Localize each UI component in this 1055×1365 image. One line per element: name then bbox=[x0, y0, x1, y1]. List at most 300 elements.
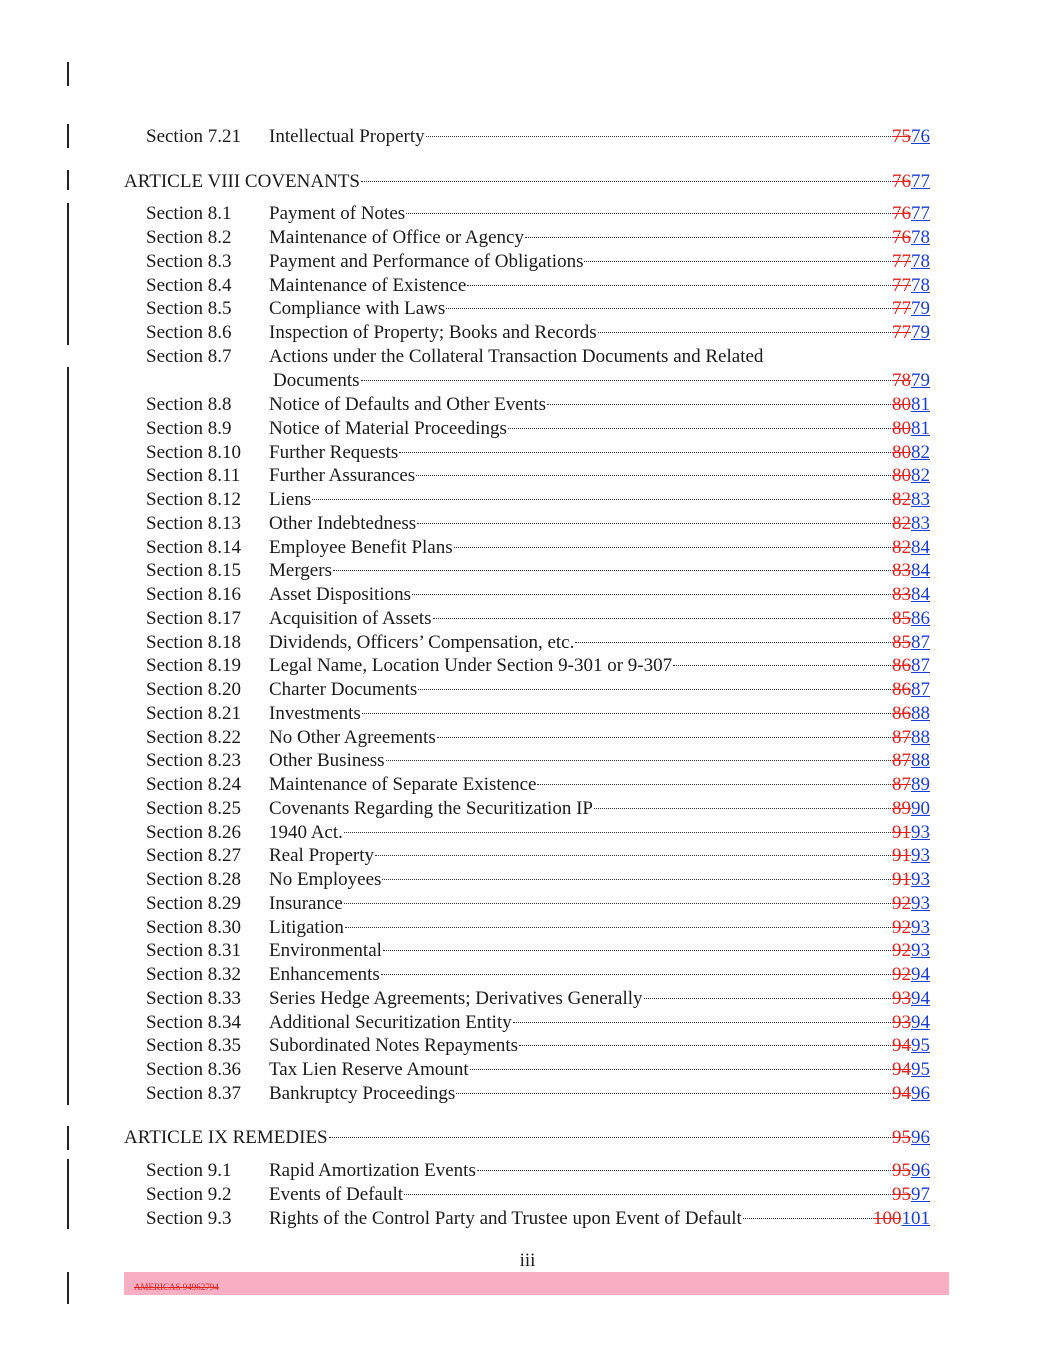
section-number: Section 8.5 bbox=[146, 298, 232, 319]
inserted-page-number[interactable]: 96 bbox=[911, 1127, 930, 1148]
deleted-page-number: 91 bbox=[892, 845, 911, 867]
page-ref bbox=[892, 170, 930, 194]
dot-leader bbox=[644, 998, 891, 999]
section-title: Compliance with Laws bbox=[269, 298, 446, 319]
dot-leader bbox=[470, 1069, 891, 1070]
toc-entry[interactable] bbox=[0, 797, 1055, 821]
page-ref bbox=[892, 821, 930, 845]
toc-entry[interactable] bbox=[0, 202, 1055, 226]
toc-entry[interactable] bbox=[0, 583, 1055, 607]
page-ref bbox=[892, 631, 930, 655]
deleted-page-number: 95 bbox=[892, 1160, 911, 1181]
page-ref bbox=[892, 417, 930, 441]
toc-entry[interactable] bbox=[0, 393, 1055, 417]
page-ref bbox=[892, 488, 930, 512]
deleted-page-number: 95 bbox=[892, 1184, 911, 1205]
deleted-page-number: 75 bbox=[892, 126, 911, 147]
section-title: Investments bbox=[269, 702, 361, 724]
inserted-page-number[interactable]: 94 bbox=[911, 1011, 930, 1033]
page-ref bbox=[892, 125, 930, 149]
dot-leader bbox=[383, 950, 891, 951]
section-title: Employee Benefit Plans bbox=[269, 536, 453, 558]
section-number: Section 8.7 bbox=[146, 346, 232, 367]
page-ref bbox=[892, 963, 930, 987]
deleted-page-number: 76 bbox=[892, 227, 911, 248]
toc-entry-continuation[interactable] bbox=[0, 369, 1055, 393]
dot-leader bbox=[404, 1194, 891, 1195]
inserted-page-number[interactable]: 79 bbox=[911, 370, 930, 391]
page-ref bbox=[892, 250, 930, 274]
section-number: Section 8.18 bbox=[146, 631, 241, 653]
inserted-page-number[interactable]: 76 bbox=[911, 126, 930, 147]
inserted-page-number[interactable]: 78 bbox=[911, 227, 930, 248]
inserted-page-number[interactable]: 87 bbox=[911, 679, 930, 700]
inserted-page-number[interactable]: 94 bbox=[911, 987, 930, 1009]
dot-leader bbox=[361, 181, 891, 182]
inserted-page-number[interactable]: 88 bbox=[911, 750, 930, 772]
section-number: Section 8.30 bbox=[146, 916, 241, 938]
section-title: Dividends, Officers’ Compensation, etc. bbox=[269, 631, 575, 653]
deleted-page-number: 93 bbox=[892, 987, 911, 1009]
page-ref bbox=[892, 868, 930, 892]
section-number: Section 8.20 bbox=[146, 679, 241, 700]
inserted-page-number[interactable]: 79 bbox=[911, 298, 930, 319]
toc-entry[interactable] bbox=[0, 488, 1055, 512]
deleted-page-number: 80 bbox=[892, 417, 911, 439]
page-ref bbox=[892, 939, 930, 963]
dot-leader bbox=[344, 903, 891, 904]
document-id: AMERICAS 94962794 bbox=[134, 1282, 219, 1292]
deleted-page-number: 85 bbox=[892, 607, 911, 629]
toc-entry[interactable] bbox=[0, 631, 1055, 655]
section-title: Other Indebtedness bbox=[269, 512, 417, 534]
toc-entry[interactable] bbox=[0, 749, 1055, 773]
page-ref bbox=[892, 274, 930, 298]
dot-leader bbox=[525, 237, 891, 238]
page-ref bbox=[892, 844, 930, 868]
deleted-page-number: 86 bbox=[892, 679, 911, 700]
dot-leader bbox=[386, 760, 891, 761]
inserted-page-number[interactable]: 84 bbox=[911, 584, 930, 605]
section-title: Further Assurances bbox=[269, 465, 416, 487]
page-ref bbox=[892, 321, 930, 345]
section-title: Series Hedge Agreements; Derivatives Generally bbox=[269, 987, 643, 1009]
inserted-page-number[interactable]: 82 bbox=[911, 465, 930, 487]
section-number: Section 8.26 bbox=[146, 821, 241, 843]
section-number: Section 8.14 bbox=[146, 536, 241, 558]
toc-entry[interactable] bbox=[0, 559, 1055, 583]
inserted-page-number[interactable]: 88 bbox=[911, 726, 930, 748]
section-number: Section 8.37 bbox=[146, 1082, 241, 1104]
section-title: Bankruptcy Proceedings bbox=[269, 1082, 456, 1104]
deleted-page-number: 86 bbox=[892, 702, 911, 724]
dot-leader bbox=[416, 475, 891, 476]
inserted-page-number[interactable]: 78 bbox=[911, 275, 930, 296]
section-title: Real Property bbox=[269, 845, 375, 867]
section-title: Acquisition of Assets bbox=[269, 607, 432, 629]
section-title: Environmental bbox=[269, 940, 382, 962]
page-ref bbox=[892, 916, 930, 940]
deleted-page-number: 78 bbox=[892, 370, 911, 391]
deleted-page-number: 77 bbox=[892, 251, 911, 272]
dot-leader bbox=[537, 784, 891, 785]
dot-leader bbox=[477, 1170, 891, 1171]
inserted-page-number[interactable]: 77 bbox=[911, 203, 930, 224]
article-title: ARTICLE IX REMEDIES bbox=[124, 1127, 328, 1148]
section-number: Section 8.24 bbox=[146, 774, 241, 795]
section-number: Section 9.1 bbox=[146, 1160, 232, 1181]
inserted-page-number[interactable]: 93 bbox=[911, 845, 930, 867]
dot-leader bbox=[399, 452, 891, 453]
dot-leader bbox=[312, 499, 891, 500]
inserted-page-number[interactable]: 77 bbox=[911, 171, 930, 192]
deleted-page-number: 80 bbox=[892, 394, 911, 415]
dot-leader bbox=[437, 737, 891, 738]
page-number: iii bbox=[519, 1250, 536, 1271]
section-title: Maintenance of Separate Existence bbox=[269, 774, 537, 795]
toc-entry[interactable] bbox=[0, 892, 1055, 916]
deleted-page-number: 94 bbox=[892, 1082, 911, 1104]
inserted-page-number[interactable]: 79 bbox=[911, 322, 930, 343]
inserted-page-number[interactable]: 81 bbox=[911, 394, 930, 415]
toc-entry[interactable] bbox=[0, 1011, 1055, 1035]
section-number: Section 8.16 bbox=[146, 584, 241, 605]
inserted-page-number[interactable]: 86 bbox=[911, 607, 930, 629]
deleted-page-number: 76 bbox=[892, 171, 911, 192]
page-ref bbox=[892, 987, 930, 1011]
deleted-page-number: 93 bbox=[892, 1011, 911, 1033]
toc-entry[interactable] bbox=[0, 654, 1055, 678]
deleted-page-number: 77 bbox=[892, 322, 911, 343]
page-ref bbox=[892, 512, 930, 536]
dot-leader bbox=[417, 523, 891, 524]
toc-entry[interactable] bbox=[0, 1159, 1055, 1183]
section-number: Section 9.2 bbox=[146, 1184, 232, 1205]
section-number: Section 8.8 bbox=[146, 394, 232, 415]
section-number: Section 8.34 bbox=[146, 1011, 241, 1033]
section-number: Section 8.15 bbox=[146, 560, 241, 582]
section-number: Section 9.3 bbox=[146, 1208, 232, 1229]
page-ref bbox=[892, 726, 930, 750]
deleted-page-number: 89 bbox=[892, 797, 911, 819]
section-number: Section 8.2 bbox=[146, 227, 232, 248]
toc-entry[interactable] bbox=[0, 321, 1055, 345]
section-title: No Other Agreements bbox=[269, 726, 436, 748]
deleted-page-number: 92 bbox=[892, 892, 911, 914]
dot-leader bbox=[456, 1093, 891, 1094]
dot-leader bbox=[344, 832, 891, 833]
section-number: Section 8.32 bbox=[146, 964, 241, 985]
toc-article[interactable] bbox=[0, 170, 1055, 194]
section-number: Section 8.27 bbox=[146, 845, 241, 867]
toc-entry[interactable] bbox=[0, 536, 1055, 560]
toc-entry[interactable] bbox=[0, 1183, 1055, 1207]
inserted-page-number[interactable]: 81 bbox=[911, 417, 930, 439]
deleted-page-number: 85 bbox=[892, 631, 911, 653]
section-title: Tax Lien Reserve Amount bbox=[269, 1059, 469, 1080]
section-title: Payment of Notes bbox=[269, 203, 406, 224]
toc-entry[interactable] bbox=[0, 464, 1055, 488]
section-title: Payment and Performance of Obligations bbox=[269, 251, 584, 272]
section-title: Events of Default bbox=[269, 1184, 404, 1205]
page-ref bbox=[892, 797, 930, 821]
section-title: Litigation bbox=[269, 916, 344, 938]
page-ref bbox=[892, 536, 930, 560]
section-title: Rapid Amortization Events bbox=[269, 1160, 476, 1181]
change-bar bbox=[67, 62, 69, 86]
dot-leader bbox=[508, 428, 891, 429]
deleted-page-number: 82 bbox=[892, 536, 911, 558]
toc-entry[interactable] bbox=[0, 226, 1055, 250]
toc-entry[interactable] bbox=[0, 1034, 1055, 1058]
page-ref bbox=[892, 749, 930, 773]
section-title: Intellectual Property bbox=[269, 126, 425, 147]
deleted-page-number: 94 bbox=[892, 1035, 911, 1057]
page-ref bbox=[892, 464, 930, 488]
dot-leader bbox=[743, 1218, 872, 1219]
toc-entry[interactable] bbox=[0, 250, 1055, 274]
toc-entry[interactable] bbox=[0, 345, 1055, 369]
page-ref bbox=[892, 1058, 930, 1082]
section-title: Notice of Material Proceedings bbox=[269, 417, 507, 439]
dot-leader bbox=[594, 808, 891, 809]
page-ref bbox=[892, 226, 930, 250]
toc-entry[interactable] bbox=[0, 868, 1055, 892]
toc-entry[interactable] bbox=[0, 512, 1055, 536]
deleted-page-number: 82 bbox=[892, 489, 911, 510]
section-title: Maintenance of Existence bbox=[269, 275, 467, 296]
toc-entry[interactable] bbox=[0, 297, 1055, 321]
section-title: Notice of Defaults and Other Events bbox=[269, 394, 546, 415]
section-number: Section 8.19 bbox=[146, 655, 241, 677]
toc-entry[interactable] bbox=[0, 441, 1055, 465]
section-number: Section 8.33 bbox=[146, 987, 241, 1009]
section-number: Section 8.4 bbox=[146, 275, 232, 296]
inserted-page-number[interactable]: 97 bbox=[911, 1184, 930, 1205]
section-title: Liens bbox=[269, 489, 312, 510]
page-ref bbox=[892, 1034, 930, 1058]
inserted-page-number[interactable]: 83 bbox=[911, 489, 930, 510]
deleted-page-number: 94 bbox=[892, 1059, 911, 1080]
section-title-line2: Documents bbox=[273, 370, 360, 391]
section-number: Section 8.22 bbox=[146, 726, 241, 748]
toc-entry[interactable] bbox=[0, 987, 1055, 1011]
article-title: ARTICLE VIII COVENANTS bbox=[124, 171, 360, 192]
toc-entry[interactable] bbox=[0, 417, 1055, 441]
dot-leader bbox=[406, 213, 891, 214]
section-title: Enhancements bbox=[269, 964, 380, 985]
page-ref bbox=[892, 607, 930, 631]
toc-entry[interactable] bbox=[0, 274, 1055, 298]
page-ref bbox=[892, 559, 930, 583]
page-ref bbox=[892, 441, 930, 465]
inserted-page-number[interactable]: 88 bbox=[911, 702, 930, 724]
toc-entry[interactable] bbox=[0, 844, 1055, 868]
section-number: Section 8.23 bbox=[146, 750, 241, 772]
inserted-page-number[interactable]: 95 bbox=[911, 1035, 930, 1057]
section-number: Section 8.35 bbox=[146, 1035, 241, 1057]
deleted-page-number: 77 bbox=[892, 298, 911, 319]
toc-entry[interactable] bbox=[0, 125, 1055, 149]
deleted-page-number: 76 bbox=[892, 203, 911, 224]
section-title: 1940 Act. bbox=[269, 821, 343, 843]
section-title: Charter Documents bbox=[269, 679, 418, 700]
deleted-page-number: 95 bbox=[892, 1127, 911, 1148]
toc-entry[interactable] bbox=[0, 726, 1055, 750]
section-title: Rights of the Control Party and Trustee upon Event of Default bbox=[269, 1208, 742, 1229]
section-number: Section 8.31 bbox=[146, 940, 241, 962]
deleted-page-number: 86 bbox=[892, 655, 911, 677]
page-ref bbox=[873, 1207, 930, 1231]
page-ref bbox=[892, 202, 930, 226]
section-title: Additional Securitization Entity bbox=[269, 1011, 512, 1033]
inserted-page-number[interactable]: 93 bbox=[911, 916, 930, 938]
page-ref bbox=[892, 773, 930, 797]
section-title: Further Requests bbox=[269, 441, 399, 463]
dot-leader bbox=[575, 642, 891, 643]
dot-leader bbox=[673, 665, 891, 666]
footer-highlight bbox=[124, 1272, 949, 1295]
inserted-page-number[interactable]: 90 bbox=[911, 797, 930, 819]
deleted-page-number: 80 bbox=[892, 465, 911, 487]
toc-entry[interactable] bbox=[0, 1207, 1055, 1231]
deleted-page-number: 91 bbox=[892, 821, 911, 843]
toc-entry[interactable] bbox=[0, 963, 1055, 987]
deleted-page-number: 87 bbox=[892, 774, 911, 795]
dot-leader bbox=[446, 308, 891, 309]
deleted-page-number: 92 bbox=[892, 964, 911, 985]
deleted-page-number: 80 bbox=[892, 441, 911, 463]
page-ref bbox=[892, 678, 930, 702]
inserted-page-number[interactable]: 87 bbox=[911, 655, 930, 677]
dot-leader bbox=[467, 285, 891, 286]
dot-leader bbox=[362, 713, 891, 714]
deleted-page-number: 82 bbox=[892, 512, 911, 534]
inserted-page-number[interactable]: 89 bbox=[911, 774, 930, 795]
section-number: Section 8.13 bbox=[146, 512, 241, 534]
inserted-page-number[interactable]: 93 bbox=[911, 892, 930, 914]
dot-leader bbox=[382, 879, 891, 880]
page-ref bbox=[892, 1011, 930, 1035]
section-number: Section 8.10 bbox=[146, 441, 241, 463]
dot-leader bbox=[333, 570, 891, 571]
toc-entry[interactable] bbox=[0, 607, 1055, 631]
dot-leader bbox=[598, 332, 891, 333]
page-ref bbox=[892, 702, 930, 726]
inserted-page-number[interactable]: 96 bbox=[911, 1160, 930, 1181]
dot-leader bbox=[547, 404, 891, 405]
section-title: Inspection of Property; Books and Records bbox=[269, 322, 597, 343]
section-title-line1: Actions under the Collateral Transaction Documents and Related bbox=[269, 346, 764, 367]
toc-entry[interactable] bbox=[0, 1058, 1055, 1082]
section-number: Section 8.28 bbox=[146, 869, 241, 890]
section-title: Other Business bbox=[269, 750, 385, 772]
page-ref bbox=[892, 892, 930, 916]
toc-entry[interactable] bbox=[0, 773, 1055, 797]
section-title: Asset Dispositions bbox=[269, 584, 411, 605]
page-ref bbox=[892, 654, 930, 678]
change-bar bbox=[67, 1272, 69, 1304]
inserted-page-number[interactable]: 78 bbox=[911, 251, 930, 272]
inserted-page-number[interactable]: 87 bbox=[911, 631, 930, 653]
inserted-page-number[interactable]: 94 bbox=[911, 964, 930, 985]
dot-leader bbox=[513, 1022, 891, 1023]
inserted-page-number[interactable]: 96 bbox=[911, 1082, 930, 1104]
page-ref bbox=[892, 1159, 930, 1183]
dot-leader bbox=[412, 594, 891, 595]
dot-leader bbox=[418, 689, 891, 690]
section-title: Maintenance of Office or Agency bbox=[269, 227, 524, 248]
toc-entry[interactable] bbox=[0, 1082, 1055, 1106]
toc-entry[interactable] bbox=[0, 939, 1055, 963]
deleted-page-number: 92 bbox=[892, 940, 911, 962]
toc-entry[interactable] bbox=[0, 916, 1055, 940]
toc-entry[interactable] bbox=[0, 821, 1055, 845]
section-title: Legal Name, Location Under Section 9-301 or 9-307 bbox=[269, 655, 673, 677]
dot-leader bbox=[345, 927, 891, 928]
section-number: Section 8.25 bbox=[146, 797, 241, 819]
dot-leader bbox=[519, 1045, 891, 1046]
toc-entry[interactable] bbox=[0, 678, 1055, 702]
page-ref bbox=[892, 393, 930, 417]
inserted-page-number[interactable]: 93 bbox=[911, 869, 930, 890]
deleted-page-number: 77 bbox=[892, 275, 911, 296]
dot-leader bbox=[584, 261, 891, 262]
dot-leader bbox=[361, 380, 891, 381]
section-title: Insurance bbox=[269, 892, 343, 914]
page-ref bbox=[892, 369, 930, 393]
deleted-page-number: 87 bbox=[892, 750, 911, 772]
dot-leader bbox=[433, 618, 891, 619]
toc-entry[interactable] bbox=[0, 702, 1055, 726]
section-number: Section 8.11 bbox=[146, 465, 241, 487]
inserted-page-number[interactable]: 93 bbox=[911, 940, 930, 962]
section-title: No Employees bbox=[269, 869, 382, 890]
section-number: Section 8.3 bbox=[146, 251, 232, 272]
section-number: Section 8.6 bbox=[146, 322, 232, 343]
inserted-page-number[interactable]: 101 bbox=[901, 1208, 930, 1229]
page-ref bbox=[892, 1082, 930, 1106]
inserted-page-number[interactable]: 95 bbox=[911, 1059, 930, 1080]
page-ref bbox=[892, 1126, 930, 1150]
inserted-page-number[interactable]: 84 bbox=[911, 560, 930, 582]
dot-leader bbox=[329, 1137, 891, 1138]
deleted-page-number: 87 bbox=[892, 726, 911, 748]
section-title: Mergers bbox=[269, 560, 332, 582]
inserted-page-number[interactable]: 93 bbox=[911, 821, 930, 843]
section-number: Section 8.9 bbox=[146, 417, 232, 439]
section-number: Section 8.36 bbox=[146, 1059, 241, 1080]
section-number: Section 8.21 bbox=[146, 702, 241, 724]
deleted-page-number: 83 bbox=[892, 584, 911, 605]
page-ref bbox=[892, 297, 930, 321]
inserted-page-number[interactable]: 84 bbox=[911, 536, 930, 558]
dot-leader bbox=[381, 974, 891, 975]
section-number: Section 7.21 bbox=[146, 126, 241, 147]
section-number: Section 8.17 bbox=[146, 607, 241, 629]
section-number: Section 8.29 bbox=[146, 892, 241, 914]
inserted-page-number[interactable]: 82 bbox=[911, 441, 930, 463]
toc-article[interactable] bbox=[0, 1126, 1055, 1150]
section-title: Subordinated Notes Repayments bbox=[269, 1035, 519, 1057]
dot-leader bbox=[454, 547, 891, 548]
section-number: Section 8.1 bbox=[146, 203, 232, 224]
page-ref bbox=[892, 1183, 930, 1207]
deleted-page-number: 91 bbox=[892, 869, 911, 890]
inserted-page-number[interactable]: 83 bbox=[911, 512, 930, 534]
section-number: Section 8.12 bbox=[146, 489, 241, 510]
deleted-page-number: 92 bbox=[892, 916, 911, 938]
